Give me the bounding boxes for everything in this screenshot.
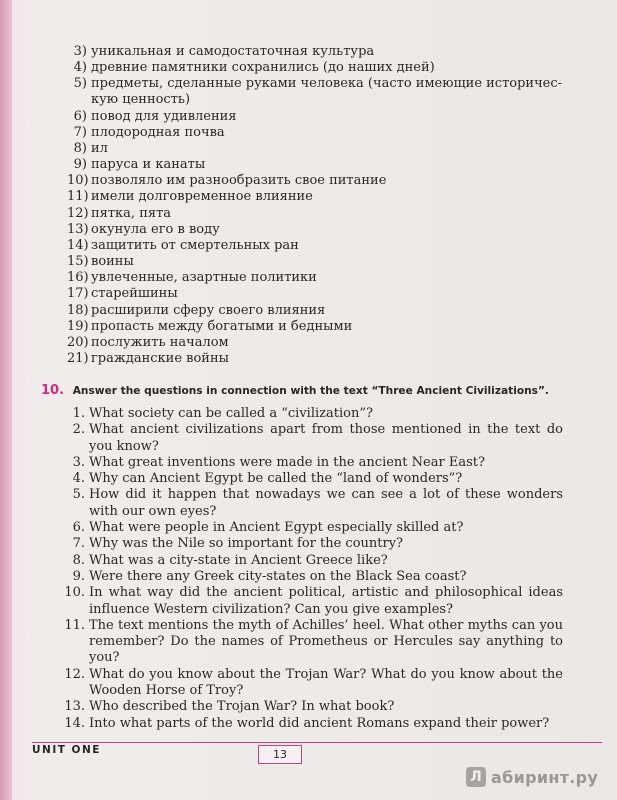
vocab-item-text: воины [91, 254, 134, 270]
vocab-item-text: пропасть между богатыми и бедными [91, 318, 353, 334]
vocab-item-text: увлеченные, азартные политики [91, 270, 317, 286]
vocab-item-text: древние памятники сохранились (до наших дней) [91, 60, 435, 76]
vocab-item-number: 3) [73, 44, 87, 59]
vocab-item [67, 173, 587, 189]
vocab-item-number: 7) [73, 124, 87, 140]
question-number: 11. [64, 617, 85, 633]
question-number: 8. [72, 552, 85, 568]
vocab-item [67, 270, 587, 286]
question-item [63, 536, 563, 552]
vocab-item-number: 14) [67, 237, 89, 253]
vocab-item [67, 125, 587, 141]
question-item [63, 618, 563, 667]
vocab-item-number: 9) [73, 157, 87, 173]
vocab-item-number: 18) [67, 302, 89, 318]
question-number: 1. [72, 406, 85, 421]
vocab-item-text: позволяло им разнообразить свое питание [91, 173, 387, 189]
question-number: 13. [64, 699, 85, 715]
question-text: What great inventions were made in the ancient Near East? [89, 454, 485, 470]
vocab-item-number: 5) [73, 76, 87, 92]
question-text: What were people in Ancient Egypt especially skilled at? [89, 520, 464, 536]
vocab-item [67, 286, 587, 302]
vocab-item-number: 12) [67, 205, 89, 221]
question-item [63, 422, 563, 455]
vocabulary-list [67, 44, 587, 367]
question-number: 10. [64, 585, 85, 601]
question-text: What society can be called a “civilization”? [89, 406, 373, 421]
vocab-item-continuation: кую ценность) [91, 92, 191, 108]
vocab-item [67, 351, 587, 367]
vocab-item [67, 60, 587, 76]
question-item [63, 471, 563, 487]
question-text: In what way did the ancient political, artistic and philosophical ideas influence Western civilization? Can you give examples? [89, 585, 563, 617]
unit-label: UNIT ONE [32, 744, 101, 756]
vocab-item-text: плодородная почва [91, 124, 225, 140]
question-text: Who described the Trojan War? In what book? [89, 699, 395, 715]
question-text: What do you know about the Trojan War? What do you know about the Wooden Horse of Troy? [89, 666, 563, 699]
question-number: 14. [64, 715, 85, 731]
vocab-item [67, 76, 587, 92]
vocab-item [67, 335, 587, 351]
exercise-heading [41, 383, 601, 398]
exercise-number: 10. [41, 383, 65, 398]
vocab-item-text: окунула его в воду [91, 221, 220, 237]
page-number: 13 [258, 745, 302, 764]
question-item [63, 699, 563, 715]
question-text: Were there any Greek city-states on the Black Sea coast? [89, 568, 467, 584]
question-item [63, 585, 563, 618]
vocab-item-number: 8) [73, 140, 87, 156]
vocab-item [67, 319, 587, 335]
question-item [63, 553, 563, 569]
vocab-item [67, 189, 587, 205]
exercise-instruction: Answer the questions in connection with the text “Three Ancient Civilizations”. [72, 385, 549, 397]
question-number: 12. [64, 666, 85, 682]
vocab-item-text: предметы, сделанные руками человека (часто имеющие историчес- [91, 76, 563, 92]
vocab-item-text: паруса и канаты [91, 157, 206, 173]
vocab-item-number: 15) [67, 254, 89, 270]
question-text: Why can Ancient Egypt be called the “land of wonders”? [89, 471, 463, 487]
vocab-item-number: 6) [73, 108, 87, 124]
labirint-logo-icon: Л [466, 767, 486, 787]
question-item [63, 667, 563, 700]
question-text: How did it happen that nowadays we can see a lot of these wonders with our own eyes? [89, 487, 563, 519]
question-item [63, 487, 563, 520]
watermark-text: абиринт.ру [491, 767, 599, 787]
question-item [63, 569, 563, 585]
vocab-item-text: повод для удивления [91, 108, 237, 124]
question-number: 7. [72, 536, 85, 552]
vocab-item-text: послужить началом [91, 334, 229, 350]
vocab-item [67, 157, 587, 173]
vocab-item [67, 44, 587, 60]
vocab-item-number: 20) [67, 334, 89, 350]
vocab-item [67, 303, 587, 319]
vocab-item-text: уникальная и самодостаточная культура [91, 44, 375, 59]
question-number: 6. [72, 520, 85, 536]
vocab-item [67, 109, 587, 125]
question-text: What ancient civilizations apart from those mentioned in the text do you know? [89, 422, 563, 454]
question-item [63, 455, 563, 471]
question-item [63, 520, 563, 536]
vocab-item-text: расширили сферу своего влияния [91, 302, 326, 318]
question-text: Why was the Nile so important for the country? [89, 536, 404, 552]
vocab-item-number: 19) [67, 318, 89, 334]
question-number: 9. [72, 568, 85, 584]
question-text: The text mentions the myth of Achilles’ heel. What other myths can you remember? Do the names of Prometheus or Hercules say anything to you? [89, 617, 563, 666]
vocab-item-number: 21) [67, 350, 89, 366]
vocab-item-number: 17) [67, 286, 89, 302]
question-item [63, 716, 563, 732]
vocab-item [67, 141, 587, 157]
vocab-item-number: 10) [67, 173, 89, 189]
vocab-item [67, 254, 587, 270]
vocab-item-text: старейшины [91, 286, 178, 302]
question-text: Into what parts of the world did ancient Romans expand their power? [89, 715, 550, 731]
vocab-item-number: 4) [73, 60, 87, 76]
question-number: 3. [72, 454, 85, 470]
question-number: 4. [72, 471, 85, 487]
vocab-item-number: 16) [67, 270, 89, 286]
vocab-item-text: имели долговременное влияние [91, 189, 313, 205]
question-item [63, 406, 563, 422]
footer-rule [32, 742, 602, 743]
vocab-item [67, 238, 587, 254]
vocab-item-text: защитить от смертельных ран [91, 237, 299, 253]
vocab-item-number: 13) [67, 221, 89, 237]
vocab-item-text: гражданские войны [91, 350, 229, 366]
vocab-item-text: пятка, пята [91, 205, 172, 221]
labirint-watermark [466, 764, 611, 790]
vocab-item-text: ил [91, 140, 108, 156]
vocab-item [67, 222, 587, 238]
vocab-item-number: 11) [67, 189, 89, 205]
vocab-item [67, 206, 587, 222]
question-text: What was a city-state in Ancient Greece like? [89, 552, 388, 568]
question-number: 2. [72, 422, 85, 438]
question-list [63, 406, 563, 732]
question-number: 5. [72, 487, 85, 503]
